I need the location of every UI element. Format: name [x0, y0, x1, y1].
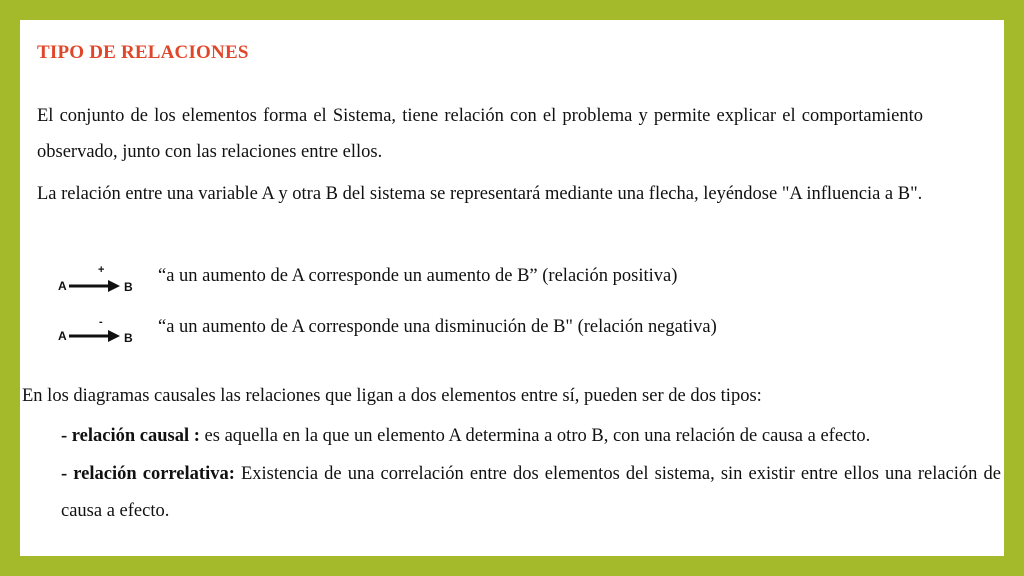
- type-causal-description: es aquella en la que un elemento A determina a otro B, con una relación de causa a efecto.: [199, 426, 871, 446]
- type-correlative-term: - relación correlativa:: [61, 464, 235, 484]
- type-correlative: [61, 456, 1001, 530]
- svg-text:+: +: [98, 264, 105, 276]
- slide-title: TIPO DE RELACIONES: [37, 42, 249, 63]
- type-causal: [61, 418, 1001, 455]
- positive-arrow-icon: [54, 261, 138, 301]
- types-intro: En los diagramas causales las relaciones que ligan a dos elementos entre sí, pueden ser de dos tipos:: [22, 386, 762, 406]
- relation-positive-text: “a un aumento de A corresponde un aumento de B” (relación positiva): [158, 266, 678, 286]
- relation-negative-text: “a un aumento de A corresponde una disminución de B" (relación negativa): [158, 317, 717, 337]
- svg-text:-: -: [99, 316, 103, 328]
- paragraph-system: El conjunto de los elementos forma el Sistema, tiene relación con el problema y permite explicar el comportamiento observado, junto con las relaciones entre ellos.: [37, 106, 923, 162]
- svg-text:A: A: [58, 279, 67, 293]
- type-causal-term: - relación causal :: [61, 426, 200, 446]
- svg-text:A: A: [58, 329, 67, 343]
- relation-negative-row: [54, 312, 934, 352]
- svg-text:B: B: [124, 331, 133, 345]
- type-correlative-description: Existencia de una correlación entre dos elementos del sistema, sin existir entre ellos una relación de causa a efecto.: [61, 464, 1001, 521]
- paragraph-variable-relation: La relación entre una variable A y otra B del sistema se representará mediante una flecha, leyéndose "A influencia a B".: [37, 184, 923, 204]
- slide: [20, 20, 1004, 556]
- svg-text:B: B: [124, 280, 133, 294]
- relation-positive-row: [54, 261, 934, 301]
- negative-arrow-icon: [54, 312, 138, 352]
